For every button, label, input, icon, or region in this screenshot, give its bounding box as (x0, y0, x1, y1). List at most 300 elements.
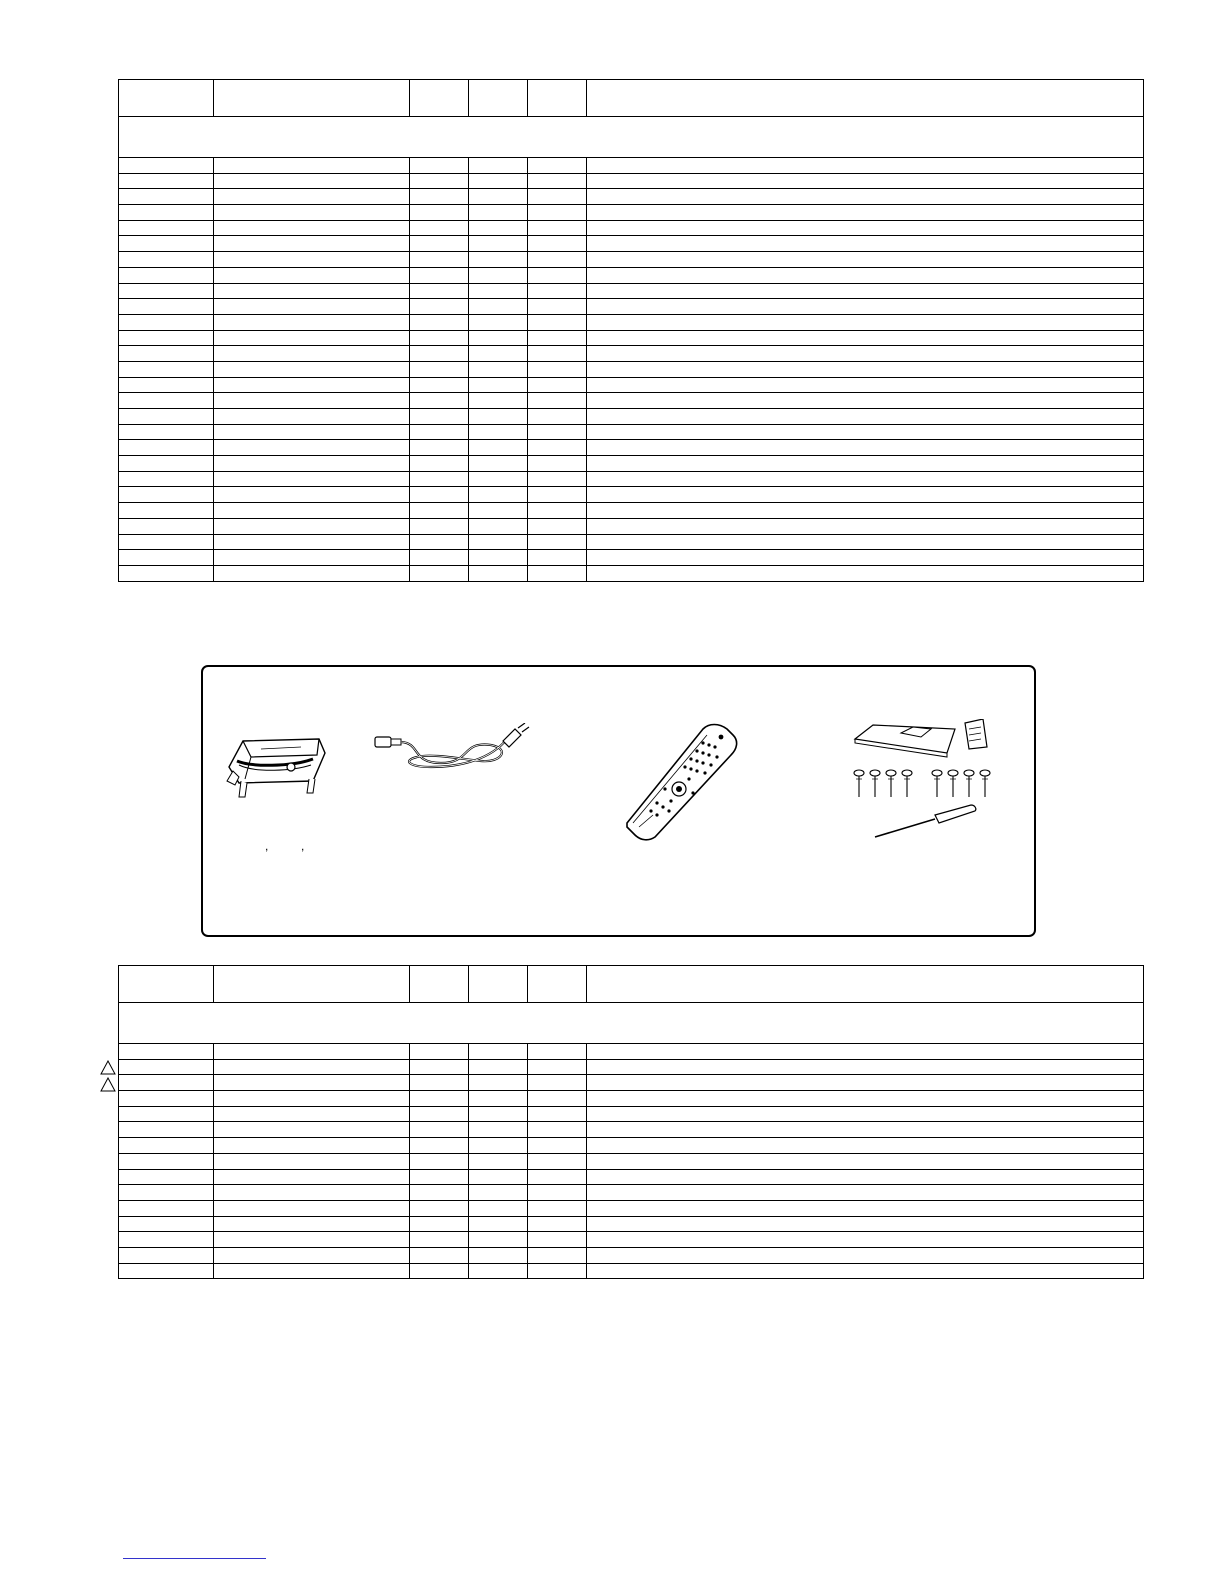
table-cell (469, 1091, 528, 1107)
table-cell (214, 1091, 410, 1107)
table-cell (587, 1169, 1144, 1185)
table-cell (469, 503, 528, 519)
table-cell (587, 236, 1144, 252)
table-cell (214, 314, 410, 330)
table-cell (469, 456, 528, 472)
table-cell (528, 252, 587, 268)
table-cell (410, 299, 469, 315)
table-cell (410, 424, 469, 440)
table-cell (587, 534, 1144, 550)
table-cell (119, 440, 214, 456)
table-row (119, 330, 1144, 346)
table-cell (528, 393, 587, 409)
table-cell (469, 189, 528, 205)
table-cell (119, 252, 214, 268)
safety-warning-icon (100, 1060, 116, 1075)
table-row (119, 314, 1144, 330)
table-cell (410, 503, 469, 519)
table-cell (587, 518, 1144, 534)
table-row (119, 1200, 1144, 1216)
table-cell (410, 1044, 469, 1060)
table-cell (119, 565, 214, 581)
table-cell (119, 267, 214, 283)
table-cell (528, 424, 587, 440)
table-cell (587, 158, 1144, 174)
table-cell (587, 330, 1144, 346)
table-cell (119, 158, 214, 174)
table-row (119, 550, 1144, 566)
table-cell (214, 487, 410, 503)
table-cell (410, 236, 469, 252)
table-cell (528, 173, 587, 189)
table-cell (214, 550, 410, 566)
table-cell (214, 1153, 410, 1169)
table-cell (214, 1216, 410, 1232)
table-cell (119, 314, 214, 330)
table-cell (214, 1263, 410, 1279)
table-row (119, 1059, 1144, 1075)
table-cell (528, 409, 587, 425)
table-cell (214, 565, 410, 581)
table-cell (469, 424, 528, 440)
table-cell (119, 1216, 214, 1232)
table-row (119, 1216, 1144, 1232)
table-cell (587, 314, 1144, 330)
table-cell (119, 1122, 214, 1138)
table-cell (119, 550, 214, 566)
table-cell (528, 1200, 587, 1216)
table-cell (214, 518, 410, 534)
table-cell (119, 377, 214, 393)
table-cell (214, 534, 410, 550)
table-cell (587, 189, 1144, 205)
table-cell (410, 283, 469, 299)
table-cell (587, 173, 1144, 189)
table-cell (119, 471, 214, 487)
table-cell (119, 456, 214, 472)
table-row (119, 346, 1144, 362)
table-cell (469, 487, 528, 503)
table-cell (214, 236, 410, 252)
table-cell (528, 1059, 587, 1075)
table-cell (469, 299, 528, 315)
table-cell (119, 1200, 214, 1216)
table-cell (528, 1138, 587, 1154)
table-cell (469, 1263, 528, 1279)
header-cell (410, 80, 469, 117)
table-cell (587, 1153, 1144, 1169)
table-cell (587, 1216, 1144, 1232)
table-cell (469, 330, 528, 346)
table-cell (410, 1169, 469, 1185)
table-row (119, 565, 1144, 581)
table-cell (119, 1138, 214, 1154)
table-cell (214, 1247, 410, 1263)
table-cell (528, 534, 587, 550)
table-cell (119, 346, 214, 362)
table-cell (119, 1153, 214, 1169)
table-cell (214, 1232, 410, 1248)
table-cell (410, 330, 469, 346)
table-row (119, 267, 1144, 283)
table-cell (410, 1091, 469, 1107)
table1-header-row (119, 80, 1144, 117)
table-cell (410, 534, 469, 550)
table-cell (214, 299, 410, 315)
accessories-panel (201, 665, 1036, 937)
table-cell (119, 1091, 214, 1107)
table-cell (119, 299, 214, 315)
table-cell (410, 252, 469, 268)
table-cell (528, 471, 587, 487)
header-cell (119, 80, 214, 117)
table-cell (587, 377, 1144, 393)
header-cell (214, 966, 410, 1003)
table-cell (587, 409, 1144, 425)
table-cell (410, 456, 469, 472)
table-cell (587, 1247, 1144, 1263)
table-cell (410, 173, 469, 189)
footer-link-underline[interactable] (123, 1558, 266, 1559)
table-cell (214, 1044, 410, 1060)
table-cell (587, 1263, 1144, 1279)
table-cell (587, 487, 1144, 503)
table-row (119, 424, 1144, 440)
table-row (119, 1138, 1144, 1154)
header-cell (469, 80, 528, 117)
table-cell (469, 236, 528, 252)
table-row (119, 283, 1144, 299)
table-cell (410, 471, 469, 487)
table-cell (587, 503, 1144, 519)
table-row (119, 1153, 1144, 1169)
table-cell (469, 220, 528, 236)
table-cell (469, 1247, 528, 1263)
table-cell (410, 1185, 469, 1201)
table-row (119, 1106, 1144, 1122)
table-row (119, 220, 1144, 236)
table-cell (214, 361, 410, 377)
table-cell (410, 1263, 469, 1279)
table-cell (528, 1216, 587, 1232)
table-cell (410, 487, 469, 503)
table-cell (214, 1122, 410, 1138)
section-cell (119, 117, 1144, 158)
table-cell (410, 1059, 469, 1075)
table-cell (119, 1169, 214, 1185)
table-row (119, 534, 1144, 550)
table-cell (119, 393, 214, 409)
table-cell (587, 1044, 1144, 1060)
table-cell (528, 1122, 587, 1138)
table-cell (469, 550, 528, 566)
table-row (119, 158, 1144, 174)
table-cell (587, 565, 1144, 581)
table-cell (469, 377, 528, 393)
table-row (119, 518, 1144, 534)
table-cell (587, 1200, 1144, 1216)
table-cell (469, 518, 528, 534)
table-cell (469, 267, 528, 283)
table-cell (469, 361, 528, 377)
table-cell (214, 189, 410, 205)
table-cell (214, 330, 410, 346)
table-cell (587, 220, 1144, 236)
table-cell (587, 1075, 1144, 1091)
table-cell (469, 314, 528, 330)
table-cell (119, 1247, 214, 1263)
table-row (119, 205, 1144, 221)
table-cell (528, 440, 587, 456)
table-row (119, 1122, 1144, 1138)
table-row (119, 189, 1144, 205)
table-cell (214, 158, 410, 174)
table-cell (119, 1059, 214, 1075)
table-cell (587, 1122, 1144, 1138)
table-cell (528, 1232, 587, 1248)
table-cell (410, 1122, 469, 1138)
table-cell (410, 440, 469, 456)
table-row (119, 1075, 1144, 1091)
table-cell (469, 1216, 528, 1232)
table-cell (214, 471, 410, 487)
table-cell (528, 518, 587, 534)
table-cell (587, 283, 1144, 299)
table-cell (528, 1185, 587, 1201)
table-cell (119, 503, 214, 519)
table-row (119, 393, 1144, 409)
table-cell (528, 565, 587, 581)
table-cell (587, 1185, 1144, 1201)
table-cell (528, 456, 587, 472)
header-cell (410, 966, 469, 1003)
table-cell (587, 1091, 1144, 1107)
table-cell (119, 409, 214, 425)
table-row (119, 1091, 1144, 1107)
table-cell (119, 220, 214, 236)
header-cell (119, 966, 214, 1003)
comma-mark: , (301, 839, 305, 853)
table-cell (587, 361, 1144, 377)
table-cell (528, 267, 587, 283)
table-cell (528, 550, 587, 566)
table-cell (410, 346, 469, 362)
table-cell (119, 189, 214, 205)
table-cell (469, 409, 528, 425)
table-cell (410, 314, 469, 330)
table-cell (119, 361, 214, 377)
section-cell (119, 1003, 1144, 1044)
table-cell (528, 1044, 587, 1060)
table-row (119, 299, 1144, 315)
table-cell (587, 299, 1144, 315)
table-cell (587, 393, 1144, 409)
table-cell (410, 1138, 469, 1154)
parts-table-1 (118, 79, 1144, 582)
table-cell (528, 361, 587, 377)
table-cell (528, 1169, 587, 1185)
table-row (119, 236, 1144, 252)
table1-section-row (119, 117, 1144, 158)
table-cell (119, 1185, 214, 1201)
table-cell (119, 487, 214, 503)
table-cell (528, 158, 587, 174)
table-cell (410, 409, 469, 425)
table-cell (214, 424, 410, 440)
cable-clamp-illustration (221, 721, 331, 801)
table-cell (119, 518, 214, 534)
table-cell (214, 456, 410, 472)
table-cell (214, 1059, 410, 1075)
table-cell (528, 1075, 587, 1091)
table-cell (469, 205, 528, 221)
table-cell (119, 283, 214, 299)
table-cell (410, 1075, 469, 1091)
table-row (119, 1232, 1144, 1248)
table-row (119, 1044, 1144, 1060)
table-cell (469, 471, 528, 487)
table-cell (469, 440, 528, 456)
table-cell (528, 1247, 587, 1263)
table-cell (410, 518, 469, 534)
table-cell (119, 1106, 214, 1122)
table-cell (410, 1153, 469, 1169)
table-cell (119, 205, 214, 221)
table-cell (469, 173, 528, 189)
table-cell (587, 440, 1144, 456)
table-cell (469, 1232, 528, 1248)
table-cell (214, 1138, 410, 1154)
table-cell (214, 409, 410, 425)
table-cell (587, 456, 1144, 472)
ac-power-cord-illustration (371, 723, 531, 771)
table-cell (469, 1106, 528, 1122)
table-cell (410, 158, 469, 174)
table-cell (469, 158, 528, 174)
table-cell (119, 330, 214, 346)
table-cell (410, 1200, 469, 1216)
header-cell (214, 80, 410, 117)
table-row (119, 1263, 1144, 1279)
table-row (119, 1247, 1144, 1263)
table-cell (214, 283, 410, 299)
table-cell (528, 1263, 587, 1279)
table-row (119, 487, 1144, 503)
stand-unit-illustration (851, 719, 1011, 843)
table-cell (214, 252, 410, 268)
table-cell (469, 1059, 528, 1075)
table-row (119, 377, 1144, 393)
table-cell (587, 1106, 1144, 1122)
table-cell (587, 1138, 1144, 1154)
table-cell (214, 1200, 410, 1216)
table-cell (587, 471, 1144, 487)
table-row (119, 471, 1144, 487)
table-cell (469, 252, 528, 268)
table-cell (528, 1153, 587, 1169)
table-cell (528, 1106, 587, 1122)
table-row (119, 503, 1144, 519)
table-cell (119, 424, 214, 440)
table-row (119, 409, 1144, 425)
table-cell (469, 393, 528, 409)
safety-warning-icon (100, 1077, 116, 1092)
table-cell (214, 503, 410, 519)
table-cell (469, 565, 528, 581)
table-cell (528, 220, 587, 236)
table-cell (410, 189, 469, 205)
table-row (119, 173, 1144, 189)
table-cell (469, 1169, 528, 1185)
table-cell (587, 550, 1144, 566)
table-cell (587, 267, 1144, 283)
table-cell (214, 440, 410, 456)
table-row (119, 1185, 1144, 1201)
table-cell (410, 220, 469, 236)
table-cell (587, 1232, 1144, 1248)
table-cell (528, 1091, 587, 1107)
table-row (119, 252, 1144, 268)
table-cell (587, 424, 1144, 440)
table-row (119, 361, 1144, 377)
table-cell (528, 189, 587, 205)
table-cell (528, 487, 587, 503)
table-cell (528, 314, 587, 330)
table-cell (119, 1263, 214, 1279)
table-cell (528, 283, 587, 299)
table-cell (528, 299, 587, 315)
table-cell (119, 236, 214, 252)
table-cell (119, 1232, 214, 1248)
table-cell (214, 205, 410, 221)
table-cell (469, 1153, 528, 1169)
header-cell (528, 966, 587, 1003)
table-cell (587, 252, 1144, 268)
table-cell (119, 1044, 214, 1060)
table-cell (214, 1075, 410, 1091)
header-cell (528, 80, 587, 117)
table-cell (410, 565, 469, 581)
table-cell (469, 1185, 528, 1201)
table-cell (528, 377, 587, 393)
table-cell (410, 377, 469, 393)
table-cell (214, 346, 410, 362)
table-cell (410, 1247, 469, 1263)
table-row (119, 440, 1144, 456)
table2-header-row (119, 966, 1144, 1003)
table-cell (410, 1216, 469, 1232)
table-cell (528, 236, 587, 252)
table-cell (528, 330, 587, 346)
table-row (119, 456, 1144, 472)
table-cell (469, 346, 528, 362)
table-cell (469, 1138, 528, 1154)
table-cell (410, 1106, 469, 1122)
header-cell (587, 80, 1144, 117)
remote-control-illustration (623, 723, 739, 841)
table-cell (587, 205, 1144, 221)
table-cell (469, 534, 528, 550)
table-cell (410, 393, 469, 409)
table-cell (410, 267, 469, 283)
table-cell (214, 220, 410, 236)
table-cell (214, 173, 410, 189)
table-cell (214, 267, 410, 283)
table2-section-row (119, 1003, 1144, 1044)
table-cell (469, 283, 528, 299)
table-cell (119, 534, 214, 550)
table-cell (214, 1185, 410, 1201)
